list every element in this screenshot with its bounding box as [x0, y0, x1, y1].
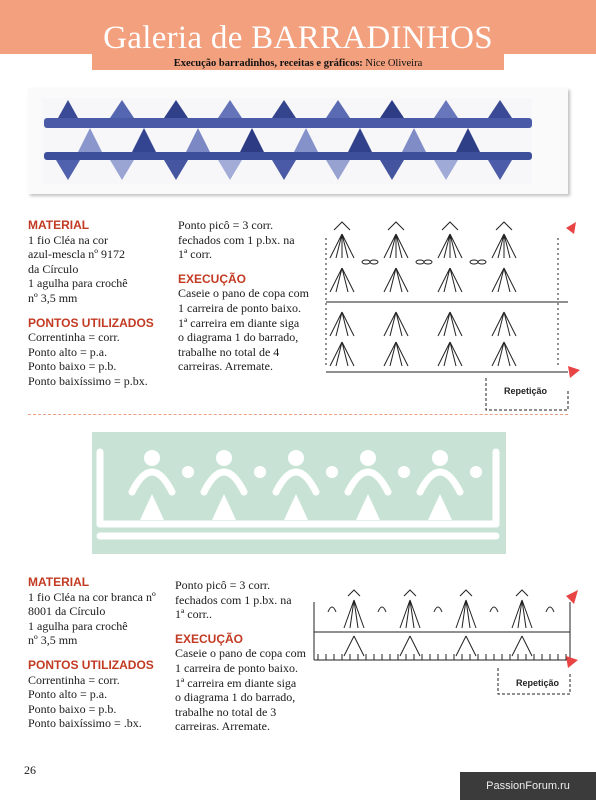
blue-border-photo — [28, 88, 568, 194]
start-arrow-bottom — [568, 366, 580, 378]
start-arrow-top — [566, 222, 576, 234]
stitch-line: Ponto baixo = p.b. — [28, 359, 117, 374]
material-line: da Círculo — [28, 261, 79, 276]
execution-heading: EXECUÇÃO — [178, 271, 247, 286]
execution-line: 1 carreira de ponto baixo. — [178, 300, 301, 315]
pattern2-left-column — [28, 575, 178, 731]
execution-line: carreiras. Arremate. — [178, 359, 273, 374]
start-arrow-top — [566, 590, 578, 604]
blue-lace-illustration — [28, 88, 568, 194]
execution-line: carreiras. Arremate. — [175, 719, 270, 734]
section-divider — [28, 414, 568, 415]
picot-line: 1ª corr. — [178, 247, 212, 262]
crochet-diagram-1 — [318, 218, 580, 414]
execution-line: 1ª carreira em diante siga — [178, 315, 300, 330]
start-arrow-bottom — [566, 656, 578, 668]
execution-line: trabalhe no total de 3 — [175, 704, 277, 719]
author-credit — [0, 57, 596, 71]
execution-heading: EXECUÇÃO — [175, 631, 244, 646]
execution-line: o diagrama 1 do barrado, — [175, 690, 296, 705]
pattern2-right-column — [175, 578, 325, 734]
credit-name: Nice Oliveira — [362, 58, 423, 69]
pattern1-right-column — [178, 218, 328, 374]
material-line: 1 agulha para crochê — [28, 618, 128, 633]
material-line: nº 3,5 mm — [28, 633, 78, 648]
page-title: Galeria de BARRADINHOS — [103, 20, 493, 56]
material-line: 8001 da Círculo — [28, 604, 106, 619]
picot-line: Ponto picô = 3 corr. — [175, 578, 271, 592]
white-lace-illustration — [92, 432, 506, 554]
picot-line: 1ª corr.. — [175, 607, 212, 622]
picot-line: fechados com 1 p.bx. na — [175, 592, 292, 607]
watermark: PassionForum.ru — [460, 772, 596, 800]
stitch-line: Ponto baixíssimo = .bx. — [28, 716, 142, 731]
credit-label: Execução barradinhos, receitas e gráficos: — [173, 58, 363, 69]
repeat-label: Repetição — [504, 386, 548, 396]
repeat-label: Repetição — [516, 678, 560, 688]
picot-line: Ponto picô = 3 corr. — [178, 218, 274, 232]
page-number: 26 — [24, 763, 36, 777]
execution-line: Caseie o pano de copa com — [175, 646, 306, 661]
execution-line: o diagrama 1 do barrado, — [178, 330, 299, 345]
stitch-line: Ponto alto = p.a. — [28, 344, 108, 359]
material-line: nº 3,5 mm — [28, 290, 78, 305]
stitch-line: Ponto alto = p.a. — [28, 687, 108, 702]
execution-line: Caseie o pano de copa com — [178, 286, 309, 301]
material-line: 1 fio Cléa na cor — [28, 232, 108, 247]
execution-line: trabalhe no total de 4 — [178, 344, 280, 359]
stitch-line: Ponto baixíssimo = p.bx. — [28, 373, 148, 388]
material-line: 1 fio Cléa na cor branca nº — [28, 589, 156, 604]
crochet-diagram-2 — [308, 582, 580, 742]
stitches-heading: PONTOS UTILIZADOS — [28, 315, 154, 330]
stitch-line: Correntinha = corr. — [28, 672, 120, 687]
execution-line: 1ª carreira em diante siga — [175, 675, 297, 690]
crochet-chart-1 — [318, 218, 580, 414]
crochet-chart-2 — [308, 582, 580, 742]
stitch-line: Ponto baixo = p.b. — [28, 701, 117, 716]
material-line: azul-mescla nº 9172 — [28, 247, 126, 262]
material-heading: MATERIAL — [28, 575, 90, 589]
pattern1-left-column — [28, 218, 178, 389]
execution-line: 1 carreira de ponto baixo. — [175, 660, 298, 675]
page-header — [0, 0, 596, 76]
stitch-line: Correntinha = corr. — [28, 330, 120, 345]
material-line: 1 agulha para crochê — [28, 276, 128, 291]
stitches-heading: PONTOS UTILIZADOS — [28, 657, 154, 672]
white-border-photo — [92, 432, 506, 554]
picot-line: fechados com 1 p.bx. na — [178, 232, 295, 247]
material-heading: MATERIAL — [28, 218, 90, 232]
